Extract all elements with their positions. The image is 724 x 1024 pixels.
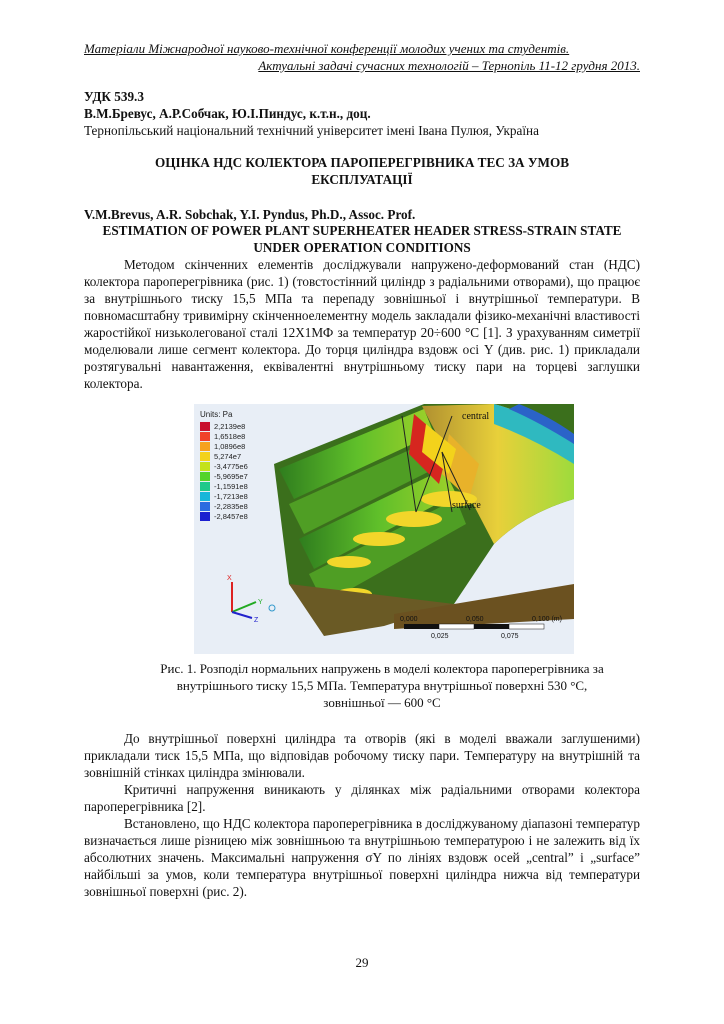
page-number: 29 — [355, 955, 369, 970]
scale-label-75: 0,075 — [501, 633, 519, 640]
legend-color-swatch — [200, 482, 210, 491]
legend-entry — [200, 451, 270, 461]
figure-caption — [130, 660, 634, 711]
legend-value: -3,4775e6 — [214, 461, 248, 471]
legend-value: -2,8457e8 — [214, 511, 248, 521]
legend-color-swatch — [200, 452, 210, 461]
legend-value: 1,0896e8 — [214, 441, 246, 451]
legend-entry — [200, 511, 270, 521]
label-surface: surface — [452, 500, 481, 511]
legend-color-swatch — [200, 492, 210, 501]
scale-label-100: 0,100 (m) — [532, 616, 562, 623]
paragraph-2: До внутрішньої поверхні циліндра та отворів (які в моделі вважали заглушеними) прикладали тиск 15,5 МПа, що відповідав робочому тиску пари. Температуру на внутрішній та зовнішній стінках циліндра змінювали. — [84, 731, 640, 780]
stress-distribution-figure — [194, 404, 574, 654]
svg-text:Z: Z — [254, 617, 259, 624]
legend-value: -1,7213e8 — [214, 491, 248, 501]
legend-value: -5,9695e7 — [214, 471, 248, 481]
conference-header — [84, 40, 640, 74]
legend-color-swatch — [200, 512, 210, 521]
paragraph-1: Методом скінченних елементів досліджували напружено-деформований стан (НДС) колектора пароперегрівника (рис. 1) (товстостінний циліндр з радіальними отворами), що працює за внутрішнього тиску 15,5 МПа та перепаду зовнішньої і внутрішньої температури. В повномасштабну тривимірну скінченноелементну модель закладали фізико-механічні властивості жаростійкої низьколегованої сталі 12Х1МФ за температур 20÷600 °С [1]. З урахуванням симетрії моделювали лише сегмент колектора. До торця циліндра вздовж осі Y (див. рис. 1) прикладали розтягувальні навантаження, еквівалентні внутрішньому тиску пари на торцеві заглушки колектора. — [84, 257, 640, 391]
legend-entry — [200, 421, 270, 431]
legend-value: 1,6518e8 — [214, 431, 246, 441]
title-en: ESTIMATION OF POWER PLANT SUPERHEATER HEADER STRESS-STRAIN STATE UNDER OPERATION CONDITIONS — [102, 223, 622, 255]
legend-entry — [200, 431, 270, 441]
legend-value: 5,274e7 — [214, 451, 242, 461]
scale-label-25: 0,025 — [431, 633, 449, 640]
legend-entry — [200, 471, 270, 481]
svg-text:X: X — [227, 575, 232, 582]
header-line-1: Матеріали Міжнародної науково-технічної конференції молодих учених та студентів. — [84, 41, 570, 56]
legend-entry — [200, 481, 270, 491]
svg-text:Y: Y — [258, 599, 263, 606]
legend-entry — [200, 441, 270, 451]
label-central: central — [462, 411, 490, 422]
legend-title: Units: Pa — [200, 410, 233, 419]
legend-color-swatch — [200, 502, 210, 511]
scale-label-0: 0,000 — [400, 616, 418, 623]
authors-en: V.M.Brevus, A.R. Sobchak, Y.I. Pyndus, Ph.D., Assoc. Prof. — [84, 207, 416, 222]
scale-label-50: 0,050 — [466, 616, 484, 623]
caption-line-2: внутрішнього тиску 15,5 МПа. Температура внутрішньої поверхні 530 °С, — [176, 678, 588, 693]
legend-entry — [200, 461, 270, 471]
caption-line-3: зовнішньої — 600 °С — [323, 695, 441, 710]
legend-color-swatch — [200, 442, 210, 451]
legend-entry — [200, 501, 270, 511]
affiliation: Тернопільський національний технічний університет імені Івана Пулюя, Україна — [84, 123, 539, 138]
title-ua: ОЦІНКА НДС КОЛЕКТОРА ПАРОПЕРЕГРІВНИКА ТЕС ЗА УМОВ ЕКСПЛУАТАЦІЇ — [154, 155, 570, 187]
paragraph-4: Встановлено, що НДС колектора пароперегрівника в досліджуваному діапазоні температур визначається лише різницею між зовнішньою та внутрішньою температурою і не залежить від їх абсолютних значень. Максимальні напруження σY по лініях вздовж осей „central” і „surface” найбільші за умов, коли температура внутрішньої поверхні циліндра нижча від температури зовнішньої поверхні (рис. 2). — [84, 816, 640, 899]
paragraph-3: Критичні напруження виникають у ділянках між радіальними отворами колектора пароперегрівника [2]. — [84, 782, 640, 814]
header-line-2: Актуальні задачі сучасних технологій – Тернопіль 11-12 грудня 2013. — [258, 58, 640, 73]
authors-ua: В.М.Бревус, А.Р.Собчак, Ю.І.Пиндус, к.т.н., доц. — [84, 106, 371, 121]
legend-entry — [200, 491, 270, 501]
legend-color-swatch — [200, 472, 210, 481]
legend-color-swatch — [200, 422, 210, 431]
legend-value: -1,1591e8 — [214, 481, 248, 491]
legend-color-swatch — [200, 462, 210, 471]
legend-color-swatch — [200, 432, 210, 441]
axis-triad-icon — [227, 575, 275, 624]
caption-line-1: Рис. 1. Розподіл нормальних напружень в моделі колектора пароперегрівника за — [160, 661, 604, 676]
udk-code: УДК 539.3 — [84, 89, 144, 104]
stress-legend — [200, 410, 270, 521]
legend-value: -2,2835e8 — [214, 501, 248, 511]
legend-value: 2,2139e8 — [214, 421, 246, 431]
